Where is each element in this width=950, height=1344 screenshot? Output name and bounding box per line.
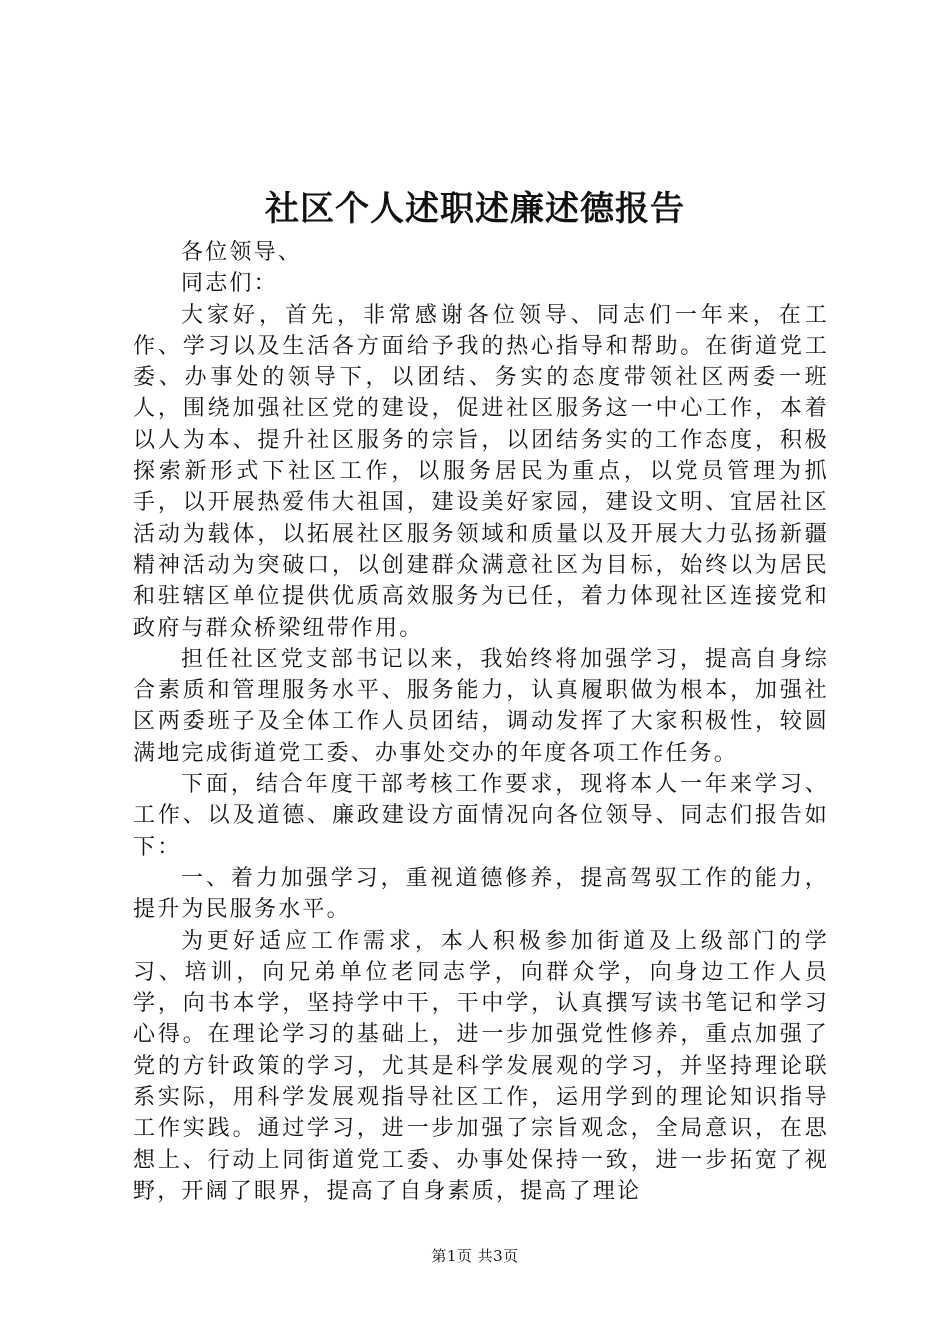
section-heading-1: 一、着力加强学习，重视道德修养，提高驾驭工作的能力，提升为民服务水平。 xyxy=(133,865,829,923)
page-footer: 第1页 共3页 xyxy=(431,1247,519,1265)
paragraph-report-intro: 下面，结合年度干部考核工作要求，现将本人一年来学习、工作、以及道德、廉政建设方面情况向各位领导、同志们报告如下： xyxy=(133,772,829,860)
salutation-leaders: 各位领导、 xyxy=(181,240,303,265)
paragraph-study: 为更好适应工作需求，本人积极参加街道及上级部门的学习、培训，向兄弟单位老同志学，向群众学，向身边工作人员学，向书本学，坚持学中干，干中学，认真撰写读书笔记和学习心得。在理论学习的基础上，进一步加强党性修养，重点加强了党的方针政策的学习，尤其是科学发展观的学习，并坚持理论联系实际，用科学发展观指导社区工作，运用学到的理论知识指导工作实践。通过学习，进一步加强了宗旨观念，全局意识，在思想上、行动上同街道党工委、办事处保持一致，进一步拓宽了视野，开阔了眼界，提高了自身素质，提高了理论 xyxy=(133,928,829,1204)
document-body xyxy=(133,237,829,1207)
salutation-comrades: 同志们： xyxy=(181,271,278,297)
document-title: 社区个人述职述廉述德报告 xyxy=(265,189,685,229)
paragraph-introduction: 大家好，首先，非常感谢各位领导、同志们一年来，在工作、学习以及生活各方面给予我的热心指导和帮助。在街道党工委、办事处的领导下，以团结、务实的态度带领社区两委一班人，围绕加强社区党的建设，促进社区服务这一中心工作，本着以人为本、提升社区服务的宗旨，以团结务实的工作态度，积极探索新形式下社区工作，以服务居民为重点，以党员管理为抓手，以开展热爱伟大祖国，建设美好家园，建设文明、宜居社区活动为载体，以拓展社区服务领域和质量以及开展大力弘扬新疆精神活动为突破口，以创建群众满意社区为目标，始终以为居民和驻辖区单位提供优质高效服务为已任，着力体现社区连接党和政府与群众桥梁纽带作用。 xyxy=(133,302,829,641)
paragraph-role: 担任社区党支部书记以来，我始终将加强学习，提高自身综合素质和管理服务水平、服务能力，认真履职做为根本，加强社区两委班子及全体工作人员团结，调动发挥了大家积极性，较圆满地完成街道党工委、办事处交办的年度各项工作任务。 xyxy=(133,646,829,766)
